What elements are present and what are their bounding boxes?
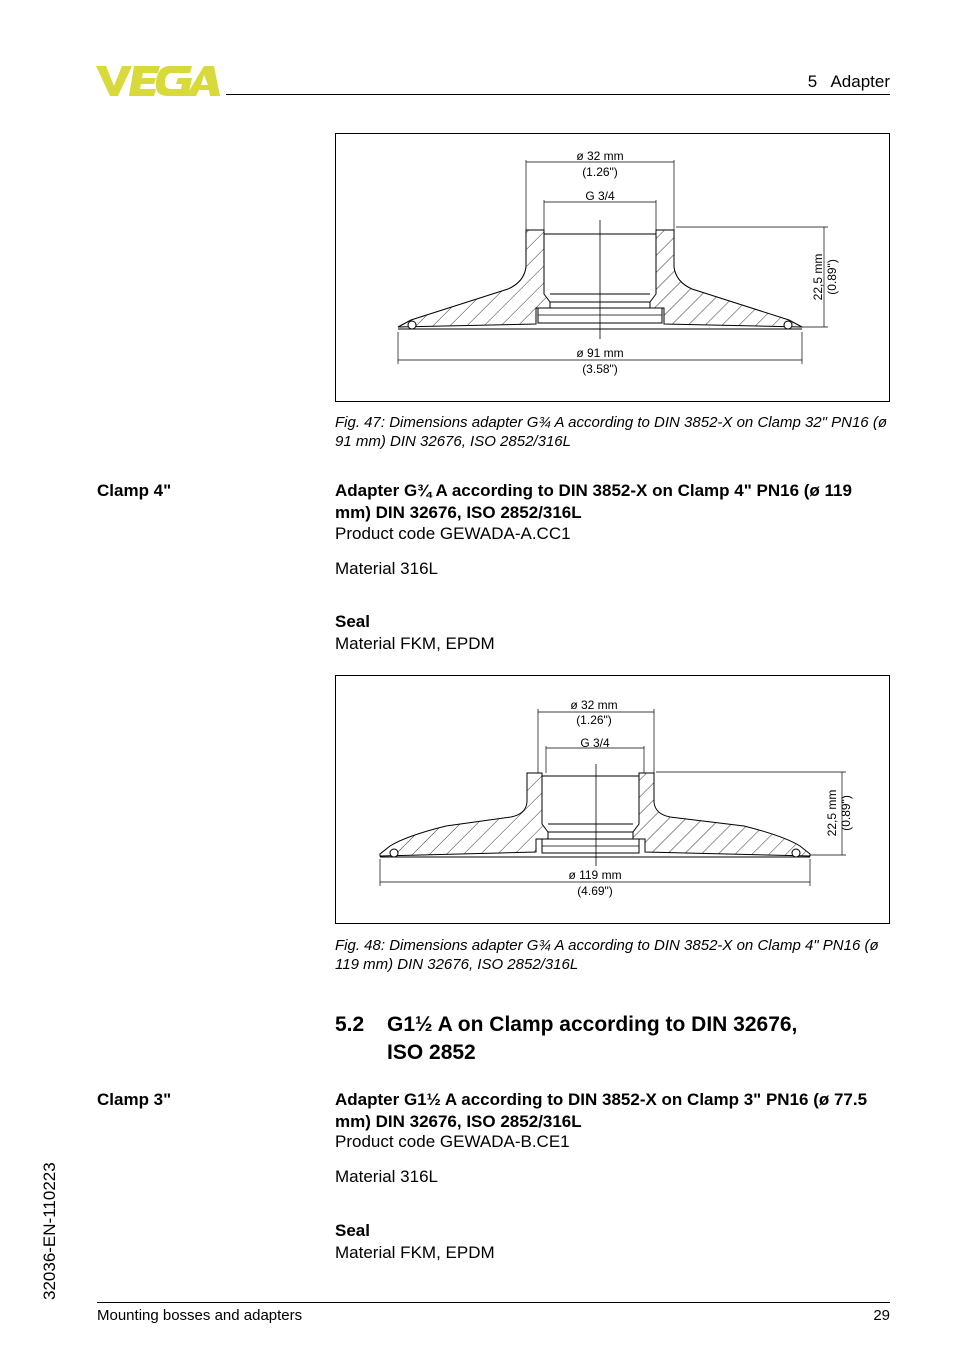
section-heading-5-2 bbox=[335, 1011, 895, 1067]
figure-48-caption: Fig. 48: Dimensions adapter G¾ A according to DIN 3852-X on Clamp 4" PN16 (ø 119 mm) DIN 32676, ISO 2852/316L bbox=[335, 937, 879, 973]
adapter-drawing-fig48 bbox=[336, 676, 889, 923]
vega-logo bbox=[96, 64, 220, 98]
clamp4-material: Material 316L bbox=[335, 559, 439, 578]
dim-flange-diameter: ø 119 mm bbox=[568, 868, 622, 882]
clamp4-seal-title: Seal bbox=[335, 612, 370, 631]
dim-height-inch: (0.89") bbox=[839, 795, 853, 831]
clamp4-product-code: Product code GEWADA-A.CC1 bbox=[335, 524, 571, 543]
side-label-clamp3: Clamp 3" bbox=[97, 1090, 172, 1109]
adapter-body-right bbox=[650, 230, 802, 327]
figure-47-caption: Fig. 47: Dimensions adapter G¾ A according to DIN 3852-X on Clamp 32" PN16 (ø 91 mm) DIN 32676, ISO 2852/316L bbox=[335, 414, 887, 450]
footer-rule bbox=[97, 1302, 890, 1303]
dim-thread: G 3/4 bbox=[585, 189, 615, 203]
section-title-line1: G1½ A on Clamp according to DIN 32676, bbox=[387, 1013, 798, 1036]
dim-flange-diameter-inch: (4.69") bbox=[577, 884, 613, 898]
section-number: 5.2 bbox=[335, 1013, 365, 1036]
dim-height: 22,5 mm bbox=[811, 253, 825, 301]
dim-outer-diameter-inch: (1.26") bbox=[576, 713, 612, 727]
clamp3-seal-material: Material FKM, EPDM bbox=[335, 1243, 495, 1262]
header-section-title: 5 Adapter bbox=[807, 72, 890, 91]
clamp3-seal-title: Seal bbox=[335, 1221, 370, 1240]
adapter-body-right bbox=[633, 773, 810, 856]
section-title-line2: ISO 2852 bbox=[387, 1041, 476, 1064]
dim-outer-diameter-inch: (1.26") bbox=[582, 165, 618, 179]
dim-flange-diameter: ø 91 mm bbox=[576, 346, 624, 360]
clamp3-material: Material 316L bbox=[335, 1167, 439, 1186]
side-label-clamp4: Clamp 4" bbox=[97, 481, 172, 500]
dim-height-inch: (0.89") bbox=[825, 259, 839, 295]
clamp4-seal-material: Material FKM, EPDM bbox=[335, 634, 495, 653]
footer-title: Mounting bosses and adapters bbox=[97, 1307, 303, 1324]
dim-flange-diameter-inch: (3.58") bbox=[582, 362, 618, 376]
dim-height: 22,5 mm bbox=[825, 789, 839, 837]
figure-47-drawing bbox=[335, 133, 890, 402]
dim-outer-diameter: ø 32 mm bbox=[570, 698, 618, 712]
document-code-vertical: 32036-EN-110223 bbox=[40, 1162, 59, 1300]
adapter-body-left bbox=[380, 773, 548, 856]
clamp4-title: Adapter G¾ A according to DIN 3852-X on Clamp 4" PN16 (ø 119 mm) DIN 32676, ISO 2852/316L bbox=[335, 481, 852, 522]
dim-thread: G 3/4 bbox=[580, 736, 610, 750]
adapter-body-left bbox=[398, 230, 550, 327]
dim-outer-diameter: ø 32 mm bbox=[576, 149, 624, 163]
clamp3-title: Adapter G1½ A according to DIN 3852-X on Clamp 3" PN16 (ø 77.5 mm) DIN 32676, ISO 2852/316L bbox=[335, 1090, 868, 1131]
clamp3-product-code: Product code GEWADA-B.CE1 bbox=[335, 1132, 570, 1151]
figure-48-drawing bbox=[335, 675, 890, 924]
adapter-drawing-fig47 bbox=[336, 134, 889, 401]
header-rule bbox=[226, 94, 890, 95]
page-number: 29 bbox=[873, 1307, 890, 1324]
